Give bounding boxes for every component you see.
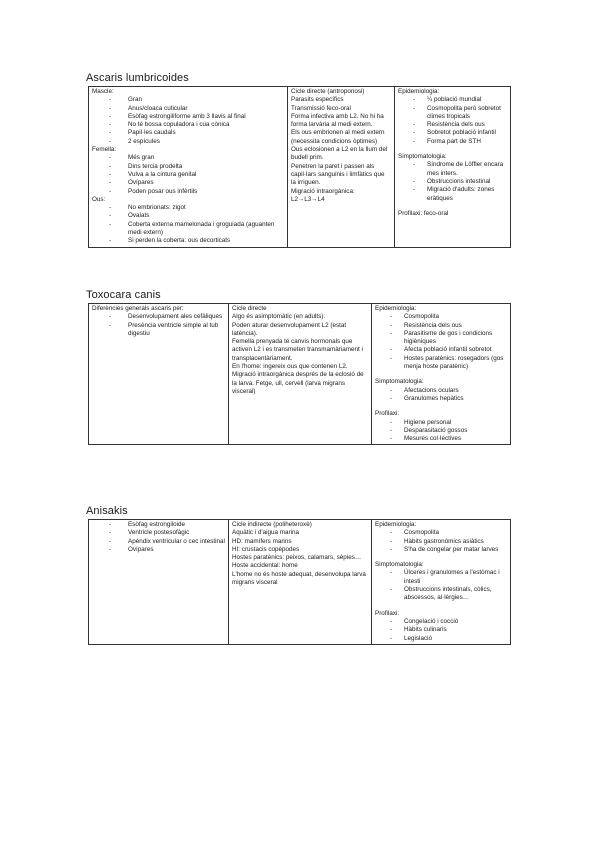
eggs-list: [92, 204, 284, 245]
list-item: - Coberta externa mamelonada i groguiada (aguanten medi extern): [92, 221, 284, 238]
male-label: Mascle:: [92, 88, 114, 95]
cycle-line: Migració intraorgànica:: [291, 187, 355, 195]
list-item: - Papil·les caudals: [92, 129, 284, 137]
symptoms-label: Simptomatologia:: [375, 561, 424, 569]
morphology-list: [92, 521, 225, 554]
list-item: - No té bossa copuladora i cua cònica: [92, 121, 284, 129]
list-item: - S'ha de congelar per matar larves: [375, 546, 507, 554]
cycle-line: HD: mamífers marins: [232, 537, 292, 545]
anisakis-morphology-cell: [89, 520, 229, 645]
cycle-line: Cicle directe: [232, 305, 267, 312]
list-item: - Resistència dels ous: [375, 322, 507, 330]
symptoms-label: Simptomatologia:: [398, 153, 447, 161]
symptoms-list: [375, 569, 507, 602]
morphology-list: [92, 313, 225, 338]
eggs-label: Ous:: [92, 195, 106, 203]
list-item: - Ovalats: [92, 212, 284, 220]
cycle-line: Els ous embrionen al medi extern (necessita condicions òptimes): [291, 129, 385, 145]
list-item: - Dins tercia prodelta: [92, 163, 284, 171]
list-item: - Granulomes hepàtics: [375, 395, 507, 403]
list-item: - Higiene personal: [375, 419, 507, 427]
list-item: - Poden posar ous infèrtils: [92, 188, 284, 196]
cycle-line: HI: crustacis copèpodes: [232, 545, 300, 553]
list-item: - Legislació: [375, 635, 507, 643]
cycle-line: Cicle directe (antroponosi): [291, 88, 365, 95]
list-item: - Desenvolupament ales cefàliques: [92, 313, 225, 321]
list-item: - Úlceres i granulomes a l'estòmac i intesti: [375, 569, 507, 586]
list-item: - Gran: [92, 96, 284, 104]
ascaris-table: [88, 86, 511, 248]
cycle-line: Poden aturar desenvolupament L2 (estat latència).: [232, 321, 347, 337]
cycle-line: Hoste accidental: home: [232, 562, 298, 570]
prophylaxis-list: [375, 419, 507, 444]
cycle-line: Ous eclosionen a L2 en la llum del budell prim.: [291, 146, 388, 162]
list-item: - Si perden la coberta: ous decorticats: [92, 237, 284, 245]
ascaris-epidemiology-cell: [395, 87, 511, 248]
section-title-toxocara: Toxocara canis: [86, 289, 161, 301]
cycle-line: Aquàtic i d'aigua marina: [232, 529, 300, 537]
list-item: - Anus/cloaca cuticular: [92, 105, 284, 113]
female-list: [92, 154, 284, 195]
list-item: - Ovípares: [92, 179, 284, 187]
list-item: - Resistència dels ous: [398, 121, 507, 129]
cycle-line: Transmissió feco-oral: [291, 104, 351, 112]
symptoms-list: [398, 161, 507, 202]
symptoms-list: [375, 387, 507, 404]
cycle-line: Femella prenyada té canvis hormonals que activen L2 i es transmeten transmamàriament i transplacentàriament.: [232, 338, 363, 362]
list-item: - Parasitisme de gos i condicions higièniques: [375, 330, 507, 347]
toxocara-cycle-cell: [229, 304, 372, 445]
list-item: - Afectacions oculars: [375, 387, 507, 395]
female-label: Femella:: [92, 146, 117, 154]
anisakis-epidemiology-cell: [372, 520, 511, 645]
list-item: - Esòfag estrongiloide: [92, 521, 225, 529]
list-item: - Mesures col·lectives: [375, 435, 507, 443]
epidemiology-label: Epidemiologia:: [375, 521, 417, 528]
male-list: [92, 96, 284, 146]
epidemiology-label: Epidemiologia:: [375, 305, 417, 312]
list-item: - Obstruccions intestinals, còlics, abscessos, al·lèrgies…: [375, 586, 507, 603]
list-item: - Hàbits gastronòmics asiàtics: [375, 538, 507, 546]
list-item: - Més gran: [92, 154, 284, 162]
prophylaxis-list: [375, 618, 507, 643]
cycle-line: L'home no és hoste adequat, desenvolupa larva migrans visceral: [232, 570, 366, 587]
migration-sequence: L2→L3→L4: [291, 195, 325, 203]
cycle-line: Algo és asimptomàtic (en adults).: [232, 313, 326, 321]
list-item: - Apèndix ventricular o cec intestinal: [92, 538, 225, 546]
section-title-ascaris: Ascaris lumbricoides: [86, 72, 189, 84]
symptoms-label: Simptomatologia:: [375, 378, 424, 386]
cycle-line: Parasits específics: [291, 96, 344, 104]
list-item: - Ovípares: [92, 546, 225, 554]
list-item: - Ventricle postesofàgic: [92, 529, 225, 537]
epidemiology-list: [375, 313, 507, 371]
prophylaxis-text: Profilaxi: feco-oral: [398, 209, 449, 217]
list-item: - Cosmopolita però sobretot climes tropicals: [398, 105, 507, 122]
section-title-anisakis: Anisakis: [86, 505, 128, 517]
anisakis-table: [88, 519, 511, 645]
list-item: - Cosmopolita: [375, 529, 507, 537]
list-item: - Forma part de STH: [398, 138, 507, 146]
list-item: - Obstruccions intestinal: [398, 178, 507, 186]
intro-text: Diferències generals ascaris per:: [92, 305, 184, 312]
toxocara-epidemiology-cell: [372, 304, 511, 445]
list-item: - Presència ventricle simple al tub digestiu: [92, 322, 225, 339]
cycle-line: Hostes paratènics: peixos, calamars, sèpies…: [232, 554, 362, 562]
toxocara-morphology-cell: [89, 304, 229, 445]
cycle-line: En l'home: ingereix ous que contenen L2. Migració intraorgànica després de la eclosió de la larva. Fetge, ull, cervell (larva migrans visceral): [232, 363, 364, 395]
ascaris-cycle-cell: [288, 87, 395, 248]
list-item: - Desparasitació gossos: [375, 427, 507, 435]
epidemiology-list: [398, 96, 507, 146]
list-item: - No embrionats: zigot: [92, 204, 284, 212]
cycle-line: Cicle indirecte (poliheteroxè): [232, 521, 312, 528]
list-item: - Hostes paratènics: rosegadors (gos menja hoste paratènic): [375, 355, 507, 372]
list-item: - Síndrome de Löffler encara mes inters.: [398, 161, 507, 178]
epidemiology-label: Epidemiologia:: [398, 88, 440, 95]
toxocara-table: [88, 303, 511, 445]
ascaris-morphology-cell: [89, 87, 288, 248]
list-item: - Cosmopolita: [375, 313, 507, 321]
list-item: - Sobretot població infantil: [398, 129, 507, 137]
list-item: - Vulva a la cintura genital: [92, 171, 284, 179]
list-item: - Congelació i cocció: [375, 618, 507, 626]
list-item: - 2 espícules: [92, 138, 284, 146]
prophylaxis-label: Profilaxi:: [375, 609, 400, 617]
list-item: - Migració d'adults: zones eràtiques: [398, 186, 507, 203]
prophylaxis-label: Profilaxi:: [375, 410, 400, 418]
anisakis-cycle-cell: [229, 520, 372, 645]
cycle-line: Forma infectiva amb L2. No hi ha forma larvària al medi extern.: [291, 112, 384, 129]
list-item: - ¼ població mundial: [398, 96, 507, 104]
epidemiology-list: [375, 529, 507, 554]
list-item: - Hàbits culinaris: [375, 626, 507, 634]
list-item: - Afecta població infantil sobretot: [375, 346, 507, 354]
list-item: - Esòfag estrongiliforme amb 3 llavis al final: [92, 113, 284, 121]
cycle-line: Penetren la paret i passen als capil·lars sanguinis i limfàtics que la irriguen.: [291, 162, 385, 187]
